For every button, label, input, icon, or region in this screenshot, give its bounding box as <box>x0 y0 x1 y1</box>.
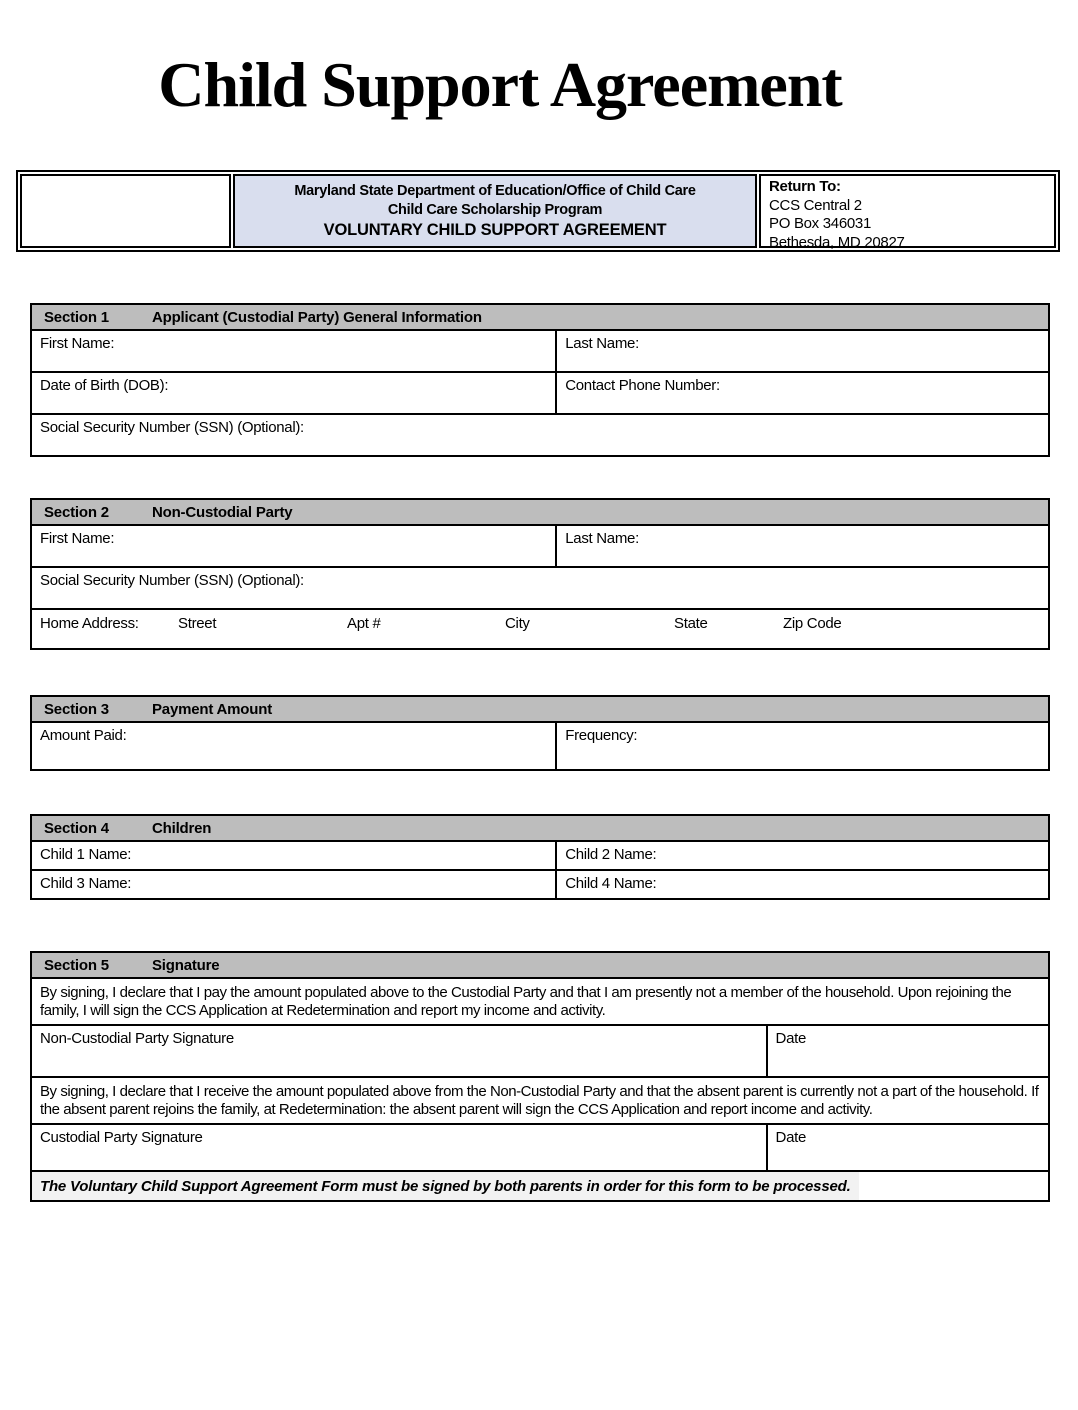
custodial-signature-field[interactable] <box>32 1125 766 1170</box>
child-1-name-label: Child 1 Name: <box>40 846 132 863</box>
section-2-title: Non-Custodial Party <box>152 504 293 521</box>
section-2-label: Section 2 <box>44 504 109 521</box>
return-address-line: CCS Central 2 <box>769 196 862 214</box>
return-address-line: Bethesda, MD 20827 <box>769 233 905 251</box>
section-2-table <box>30 498 1050 650</box>
noncustodial-date-label: Date <box>775 1030 807 1047</box>
section-5-table <box>30 951 1050 1202</box>
applicant-ssn-label: Social Security Number (SSN) (Optional): <box>40 419 304 436</box>
zip-code-label: Zip Code <box>783 615 842 632</box>
noncustodial-signature-label: Non-Custodial Party Signature <box>40 1030 234 1047</box>
noncustodial-ssn-field[interactable] <box>32 568 1048 608</box>
applicant-dob-label: Date of Birth (DOB): <box>40 377 169 394</box>
child-3-name-field[interactable] <box>32 871 555 898</box>
child-2-name-field[interactable] <box>555 842 1048 869</box>
amount-paid-field[interactable] <box>32 723 555 769</box>
page-title: Child Support Agreement <box>158 49 842 120</box>
agency-title-cell <box>233 174 757 248</box>
section-5-title: Signature <box>152 957 220 974</box>
child-2-name-label: Child 2 Name: <box>565 846 657 863</box>
applicant-first-name-field[interactable] <box>32 331 555 371</box>
return-to-label: Return To: <box>769 178 841 195</box>
child-3-name-label: Child 3 Name: <box>40 875 132 892</box>
custodial-date-label: Date <box>775 1129 807 1146</box>
section-4-header <box>32 816 1048 842</box>
section-5-label: Section 5 <box>44 957 109 974</box>
program-name: Child Care Scholarship Program <box>387 202 603 218</box>
noncustodial-date-field[interactable] <box>766 1026 1048 1076</box>
section-3-header <box>32 697 1048 723</box>
section-5-header <box>32 953 1048 979</box>
section-3-label: Section 3 <box>44 701 109 718</box>
agency-name: Maryland State Department of Education/Office of Child Care <box>294 183 696 199</box>
form-header-table <box>16 170 1060 252</box>
noncustodial-ssn-label: Social Security Number (SSN) (Optional): <box>40 572 304 589</box>
applicant-first-name-label: First Name: <box>40 335 115 352</box>
form-name: VOLUNTARY CHILD SUPPORT AGREEMENT <box>323 221 667 239</box>
applicant-phone-label: Contact Phone Number: <box>565 377 720 394</box>
noncustodial-first-name-label: First Name: <box>40 530 115 547</box>
section-1-header <box>32 305 1048 331</box>
applicant-phone-field[interactable] <box>555 373 1048 413</box>
section-1-label: Section 1 <box>44 309 109 326</box>
section-1-title: Applicant (Custodial Party) General Information <box>152 309 482 326</box>
applicant-last-name-label: Last Name: <box>565 335 639 352</box>
home-address-label: Home Address: <box>40 615 139 632</box>
section-4-table <box>30 814 1050 900</box>
applicant-last-name-field[interactable] <box>555 331 1048 371</box>
section-2-header <box>32 500 1048 526</box>
apt-label: Apt # <box>347 615 381 632</box>
child-4-name-field[interactable] <box>555 871 1048 898</box>
frequency-field[interactable] <box>555 723 1048 769</box>
section-4-title: Children <box>152 820 212 837</box>
section-3-title: Payment Amount <box>152 701 272 718</box>
logo-placeholder-cell <box>20 174 231 248</box>
both-parents-note: The Voluntary Child Support Agreement Form must be signed by both parents in order for this form to be processed. <box>32 1172 859 1200</box>
custodial-signature-label: Custodial Party Signature <box>40 1129 203 1146</box>
noncustodial-last-name-label: Last Name: <box>565 530 639 547</box>
state-label: State <box>674 615 708 632</box>
frequency-label: Frequency: <box>565 727 638 744</box>
home-address-field[interactable] <box>32 610 1048 648</box>
child-4-name-label: Child 4 Name: <box>565 875 657 892</box>
return-address-line: PO Box 346031 <box>769 215 872 232</box>
child-1-name-field[interactable] <box>32 842 555 869</box>
section-1-table <box>30 303 1050 457</box>
noncustodial-first-name-field[interactable] <box>32 526 555 566</box>
custodial-date-field[interactable] <box>766 1125 1048 1170</box>
noncustodial-last-name-field[interactable] <box>555 526 1048 566</box>
section-3-table <box>30 695 1050 771</box>
section-4-label: Section 4 <box>44 820 109 837</box>
street-label: Street <box>178 615 217 632</box>
amount-paid-label: Amount Paid: <box>40 727 127 744</box>
return-address-cell <box>759 174 1056 251</box>
applicant-ssn-field[interactable] <box>32 415 1048 455</box>
noncustodial-signature-field[interactable] <box>32 1026 766 1076</box>
noncustodial-declaration-text: By signing, I declare that I pay the amount populated above to the Custodial Party and that I am presently not a member of the household. Upon rejoining the family, I will sign the CCS Application at Redetermination and report my income and activity. <box>32 979 1048 1026</box>
applicant-dob-field[interactable] <box>32 373 555 413</box>
custodial-declaration-text: By signing, I declare that I receive the amount populated above from the Non-Custodial Party and that the absent parent is currently not a part of the household. If the absent parent rejoins the family, at Redetermination: the absent parent will sign the CCS Application and report income and activity. <box>32 1078 1048 1125</box>
city-label: City <box>505 615 530 632</box>
